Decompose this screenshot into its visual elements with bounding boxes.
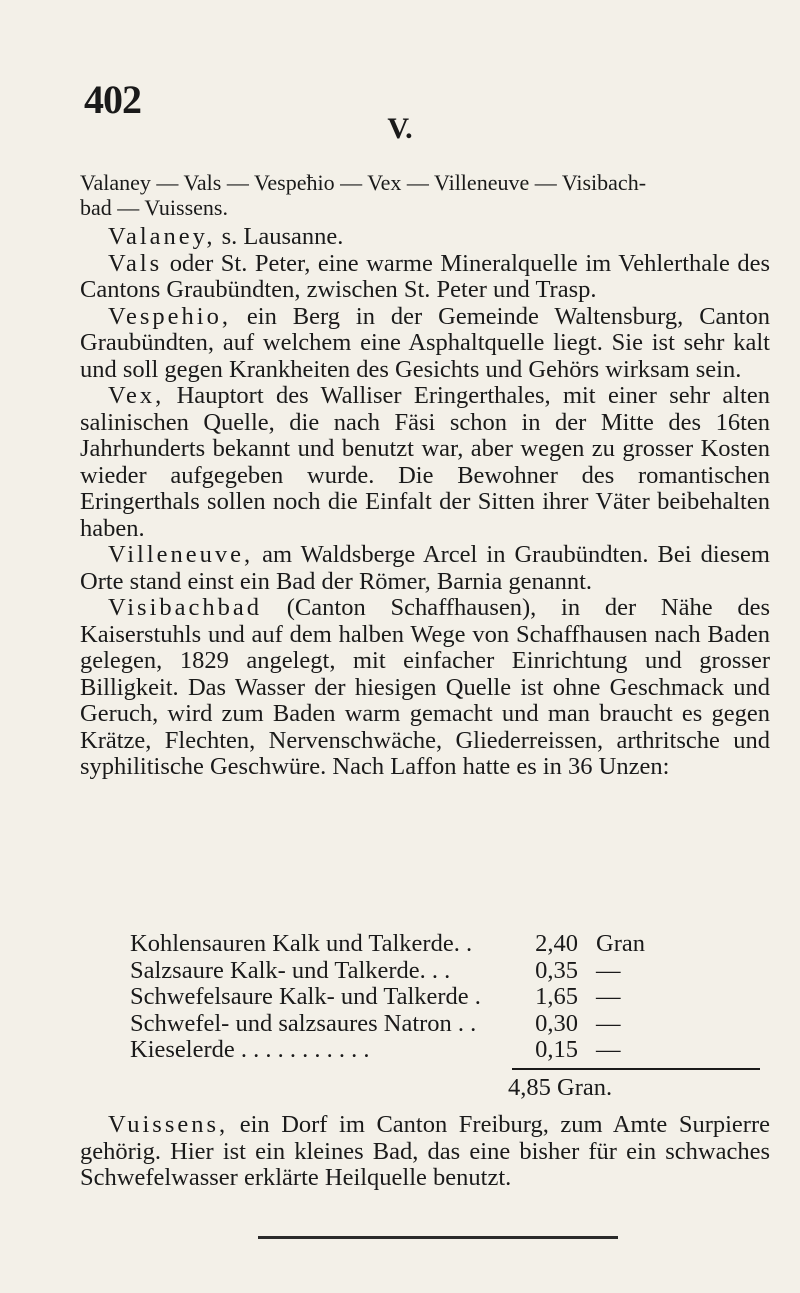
page-number: 402 xyxy=(84,77,141,122)
entry-visibachbad xyxy=(80,595,770,781)
analysis-label: Kieselerde . . . . . . . . . . . xyxy=(130,1036,370,1063)
entry-villeneuve xyxy=(80,542,770,595)
analysis-unit: — xyxy=(596,983,621,1010)
analysis-value: 0,15 xyxy=(535,1036,578,1063)
bottom-rule xyxy=(258,1236,618,1239)
entry-name: Valaney, xyxy=(108,223,216,250)
entry-vuissens xyxy=(80,1112,770,1192)
analysis-row xyxy=(130,930,750,957)
entry-text: oder St. Peter, eine warme Mineralquelle im Vehlerthale des Cantons Graubündten, zwischen St. Peter und Trasp. xyxy=(80,249,770,303)
entry-name: Villeneuve, xyxy=(108,541,254,568)
analysis-value: 0,30 xyxy=(535,1009,578,1037)
analysis-unit: — xyxy=(596,1036,621,1063)
analysis-value: 2,40 xyxy=(535,930,578,957)
analysis-row xyxy=(130,983,750,1010)
entry-text: Hauptort des Walliser Eringerthales, mit einer sehr alten salinischen Quelle, die nach Fäsi schon in der Mitte des 16ten Jahrhunderts bekannt und benutzt war, aber wegen zu grosser Kosten wieder aufgegeben wurde. Die Bewohner des romantischen Eringerthals sollen noch die Einfalt der Sitten ihrer Väter beibehalten haben. xyxy=(80,382,770,542)
analysis-unit: Gran xyxy=(596,930,645,957)
entry-name: Visibachbad xyxy=(108,594,262,621)
entry-vals xyxy=(80,251,770,304)
section-header-line-2: bad — Vuissens. xyxy=(80,195,228,220)
analysis-label: Schwefel- und salzsaures Natron . . xyxy=(130,1009,477,1037)
analysis-total: 4,85 Gran. xyxy=(508,1074,613,1101)
analysis-label: Schwefelsaure Kalk- und Talkerde . xyxy=(130,983,481,1010)
analysis-row xyxy=(130,957,750,984)
entry-text: (Canton Schaffhausen), in der Nähe des Kaiserstuhls und auf dem halben Wege von Schaffhausen nach Baden gelegen, 1829 angelegt, mit einfacher Einrichtung und grosser Billigkeit. Das Wasser der hiesigen Quelle ist ohne Geschmack und Geruch, wird zum Baden warm gemacht und man braucht es gegen Krätze, Flechten, Nervenschwäche, Gliederreissen, arthritsche und syphilitische Geschwüre. Nach Laffon hatte es in 36 Unzen: xyxy=(80,594,770,780)
entry-text: s. Lausanne. xyxy=(215,223,344,250)
analysis-row xyxy=(130,1036,750,1063)
analysis-table xyxy=(130,930,750,1063)
entry-vex xyxy=(80,383,770,542)
entry-text: ein Dorf im Canton Freiburg, zum Amte Surpierre gehörig. Hier ist ein kleines Bad, das eine bisher für ein schwaches Schwefelwasser erklärte Heilquelle benutzt. xyxy=(80,1111,770,1191)
entry-name: Vespehio, xyxy=(108,302,231,330)
section-letter: V. xyxy=(387,112,413,145)
analysis-row xyxy=(130,1010,750,1037)
analysis-unit: — xyxy=(596,1009,621,1037)
entry-name: Vals xyxy=(108,249,163,277)
analysis-label: Salzsaure Kalk- und Talkerde. . . xyxy=(130,956,451,984)
entries-block-1 xyxy=(80,224,770,781)
sum-rule xyxy=(512,1068,760,1070)
analysis-label: Kohlensauren Kalk und Talkerde. . xyxy=(130,930,473,957)
analysis-value: 1,65 xyxy=(535,983,578,1010)
entry-vespehio xyxy=(80,304,770,384)
entries-block-2 xyxy=(80,1112,770,1192)
entry-text: am Waldsberge Arcel in Graubündten. Bei diesem Orte stand einst ein Bad der Römer, Barnia genannt. xyxy=(80,541,770,595)
analysis-value: 0,35 xyxy=(535,956,578,984)
entry-name: Vuissens, xyxy=(108,1111,229,1138)
entry-name: Vex, xyxy=(108,382,165,409)
analysis-unit: — xyxy=(596,956,621,984)
entry-text: ein Berg in der Gemeinde Waltensburg, Canton Graubündten, auf welchem eine Asphaltquelle liegt. Sie ist sehr kalt und soll gegen Krankheiten des Gesichts und Gehörs wirksam sein. xyxy=(80,302,770,383)
section-header-line-1: Valaney — Vals — Vespeħio — Vex — Villeneuve — Visibach- xyxy=(80,170,647,195)
entry-valaney xyxy=(80,224,770,251)
